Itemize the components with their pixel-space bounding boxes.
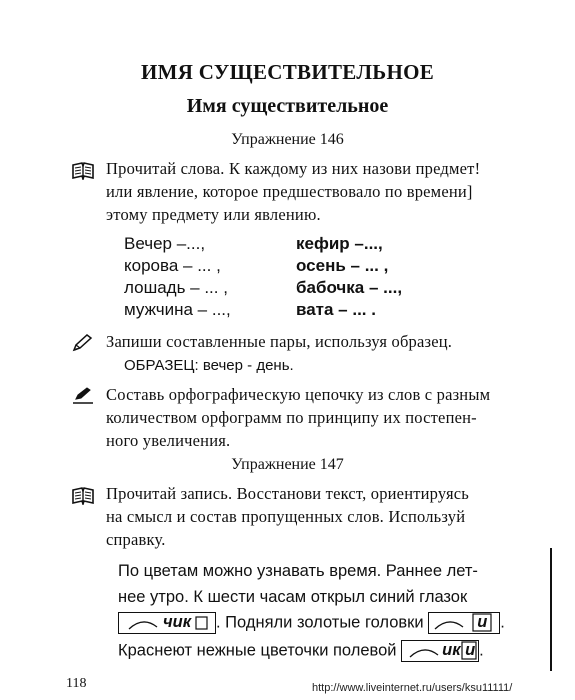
missing-word-box-3 [401,640,479,662]
word-pair-left-3: лошадь – ... , [124,278,228,297]
ending-i-2: и [465,641,476,659]
word-pair-right-3: бабочка – ..., [296,278,403,297]
text-line-3: чик . Подняли золотые головки и . [118,612,505,634]
text-line-4-start: Краснеют нежные цветочки полевой [118,641,397,660]
word-pair-right-2: осень – ... , [296,256,389,275]
ex146-compose-line-1: Составь орфографическую цепочку из слов с разным [106,385,491,404]
ex146-read-line-2: или явление, которое предшествовало по времени] [106,182,473,201]
sample-line: ОБРАЗЕЦ: вечер - день. [124,357,294,374]
ex146-compose-line-3: ного увеличения. [106,431,231,450]
ex146-compose-line-2: количеством орфограмм по принципу их постепен- [106,408,477,427]
text-line-2: нее утро. К шести часам открыл синий глазок [118,588,468,606]
ex147-read-line-2: на смысл и состав пропущенных слов. Используй [106,507,466,526]
word-pair-left-4: мужчина – ..., [124,300,231,319]
ex146-write-task: Запиши составленные пары, используя образец. [106,332,453,351]
word-pair-left-2: корова – ... , [124,256,221,275]
margin-bar [550,548,552,671]
open-book-icon [72,487,94,505]
text-line-4: Краснеют нежные цветочки полевой ик и . [118,640,484,662]
exercise-147-title: Упражнение 147 [231,456,344,473]
ex147-read-line-1: Прочитай запись. Восстанови текст, ориентируясь [106,484,469,503]
ex146-read-line-3: этому предмету или явлению. [106,205,321,224]
missing-word-box-2 [428,612,500,634]
text-line-3-middle: . Подняли золотые головки [216,613,424,632]
page-number: 118 [66,676,87,691]
pencil-underline-icon [72,387,94,405]
restoration-text-block [118,552,558,677]
open-book-icon [72,162,94,180]
word-pair-right-4: вата – ... . [296,300,376,319]
source-url: http://www.liveinternet.ru/users/ksu11111/ [312,682,513,694]
ex146-read-line-1: Прочитай слова. К каждому из них назови предмет! [106,159,481,178]
pencil-icon [72,334,94,352]
suffix-ik: ик [442,641,461,659]
exercise-146-title: Упражнение 146 [231,131,344,148]
word-pair-right-1: кефир –..., [296,234,383,253]
text-line-1: По цветам можно узнавать время. Раннее лет- [118,562,478,580]
ex147-read-line-3: справку. [106,530,166,549]
section-heading: Имя существительное [186,95,389,117]
suffix-chik: чик [163,613,192,631]
root-arc-mark [429,613,499,633]
word-pair-left-1: Вечер –..., [124,234,206,253]
missing-word-box [118,612,216,634]
chapter-heading: ИМЯ СУЩЕСТВИТЕЛЬНОЕ [140,60,435,84]
ending-i: и [477,613,488,631]
